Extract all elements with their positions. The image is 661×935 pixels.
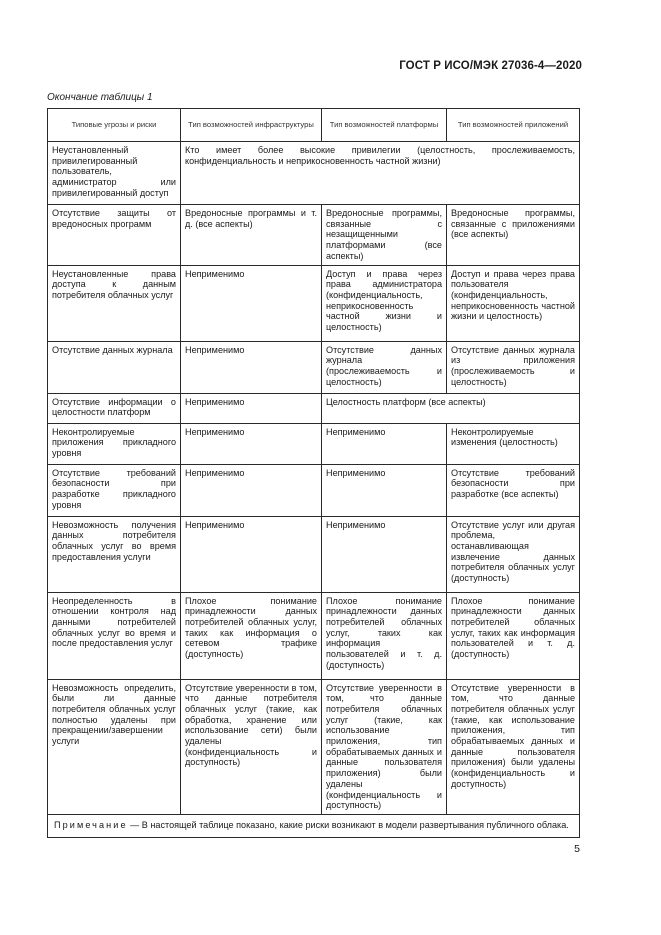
header-applications: Тип возможностей приложений bbox=[447, 109, 580, 142]
platform-cell: Отсутствие уверенности в том, что данные потребителя облачных услуг (такие, как использование приложения, тип обрабатываемых данных и данные пользователя приложения) были удалены (конфиденциальность и доступность) bbox=[322, 679, 447, 814]
risk-cell: Невозможность получения данных потребителя облачных услуг во время предоставления услуги bbox=[48, 516, 181, 592]
header-threats: Типовые угрозы и риски bbox=[48, 109, 181, 142]
app-cell: Вредоносные программы, связанные с приложениями (все аспекты) bbox=[447, 205, 580, 266]
infra-cell: Вредоносные программы и т. д. (все аспекты) bbox=[181, 205, 322, 266]
infra-cell: Плохое понимание принадлежности данных потребителей облачных услуг, таких как информация о сетевом трафике (доступность) bbox=[181, 592, 322, 679]
table-note-row bbox=[48, 814, 580, 837]
table-note bbox=[48, 814, 580, 837]
header-infrastructure: Тип возможностей инфраструктуры bbox=[181, 109, 322, 142]
infra-cell: Неприменимо bbox=[181, 516, 322, 592]
page-number: 5 bbox=[574, 843, 580, 855]
risk-table bbox=[47, 108, 580, 838]
table-row bbox=[48, 592, 580, 679]
note-text: — В настоящей таблице показано, какие риски возникают в модели развертывания публичного облака. bbox=[127, 819, 569, 830]
app-cell: Плохое понимание принадлежности данных потребителей облачных услуг, таких как информация пользователей и т. д. (доступность) bbox=[447, 592, 580, 679]
header-platform: Тип возможностей платформы bbox=[322, 109, 447, 142]
infra-cell: Неприменимо bbox=[181, 393, 322, 423]
infra-cell: Неприменимо bbox=[181, 341, 322, 393]
platform-cell: Плохое понимание принадлежности данных потребителей облачных услуг, таких как информация пользователей и т. д. (доступность) bbox=[322, 592, 447, 679]
note-label: Примечание bbox=[54, 819, 128, 830]
table-row bbox=[48, 341, 580, 393]
table-row bbox=[48, 265, 580, 341]
risk-cell: Неопределенность в отношении контроля над данными потребителей облачных услуг во время и после предоставления услуг bbox=[48, 592, 181, 679]
risk-cell: Неустановленные права доступа к данным потребителя облачных услуг bbox=[48, 265, 181, 341]
risk-cell: Отсутствие данных журнала bbox=[48, 341, 181, 393]
infra-cell: Отсутствие уверенности в том, что данные потребителя облачных услуг (такие, как обработка, хранение или использование сети) были удалены (конфиденциальность и доступность) bbox=[181, 679, 322, 814]
infra-cell: Неприменимо bbox=[181, 265, 322, 341]
app-cell: Неконтролируемые изменения (целостность) bbox=[447, 423, 580, 464]
app-cell: Доступ и права через права пользователя (конфиденциальность, неприкосновенность частной жизни и целостность) bbox=[447, 265, 580, 341]
risk-cell: Отсутствие защиты от вредоносных программ bbox=[48, 205, 181, 266]
platform-cell: Неприменимо bbox=[322, 464, 447, 516]
app-cell: Отсутствие данных журнала из приложения (прослеживаемость и целостность) bbox=[447, 341, 580, 393]
table-row bbox=[48, 464, 580, 516]
document-standard-title: ГОСТ Р ИСО/МЭК 27036-4—2020 bbox=[399, 60, 582, 72]
risk-cell: Отсутствие требований безопасности при разработке прикладного уровня bbox=[48, 464, 181, 516]
risk-cell: Неконтролируемые приложения прикладного уровня bbox=[48, 423, 181, 464]
app-cell: Отсутствие требований безопасности при разработке (все аспекты) bbox=[447, 464, 580, 516]
table-row bbox=[48, 423, 580, 464]
table-row bbox=[48, 516, 580, 592]
platform-cell: Неприменимо bbox=[322, 423, 447, 464]
platform-cell: Вредоносные программы, связанные с незащищенными платформами (все аспекты) bbox=[322, 205, 447, 266]
table-row bbox=[48, 679, 580, 814]
infra-cell: Неприменимо bbox=[181, 464, 322, 516]
table-row bbox=[48, 142, 580, 205]
risk-cell: Отсутствие информации о целостности платформ bbox=[48, 393, 181, 423]
merged-cell: Кто имеет более высокие привилегии (целостность, прослеживаемость, конфиденциальность и неприкосновенность частной жизни) bbox=[181, 142, 580, 205]
table-row bbox=[48, 205, 580, 266]
table-caption: Окончание таблицы 1 bbox=[47, 92, 153, 103]
platform-cell: Отсутствие данных журнала (прослеживаемость и целостность) bbox=[322, 341, 447, 393]
risk-cell: Неустановленный привилегированный пользователь, администратор или привилегированный доступ bbox=[48, 142, 181, 205]
platform-cell: Неприменимо bbox=[322, 516, 447, 592]
merged-cell: Целостность платформ (все аспекты) bbox=[322, 393, 580, 423]
app-cell: Отсутствие услуг или другая проблема, останавливающая извлечение данных потребителя облачных услуг (доступность) bbox=[447, 516, 580, 592]
table-header-row bbox=[48, 109, 580, 142]
infra-cell: Неприменимо bbox=[181, 423, 322, 464]
app-cell: Отсутствие уверенности в том, что данные потребителя облачных услуг (такие, как использование приложения, тип обрабатываемых данных и данные пользователя приложения) были удалены (конфиденциальность и доступность) bbox=[447, 679, 580, 814]
risk-cell: Невозможность определить, были ли данные потребителя облачных услуг полностью удалены при прекращении/завершении услуги bbox=[48, 679, 181, 814]
platform-cell: Доступ и права через права администратора (конфиденциальность, неприкосновенность частной жизни и целостность) bbox=[322, 265, 447, 341]
table-row bbox=[48, 393, 580, 423]
